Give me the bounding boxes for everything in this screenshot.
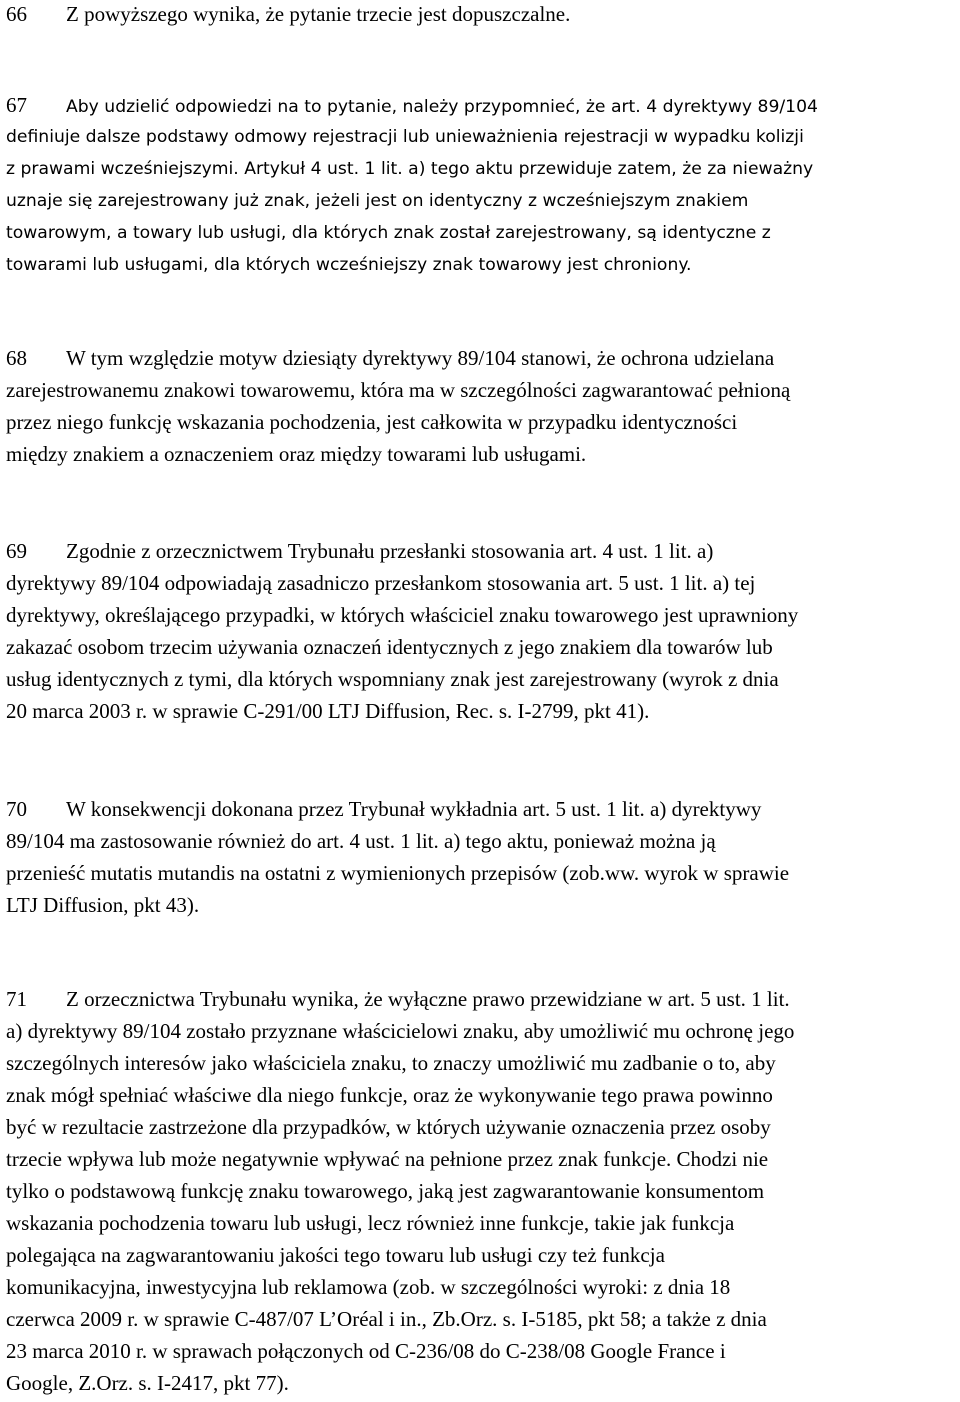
paragraph-line: dyrektywy, określającego przypadki, w których właściciel znaku towarowego jest uprawniony	[6, 603, 799, 627]
paragraph-text: Aby udzielić odpowiedzi na to pytanie, należy przypomnieć, że art. 4 dyrektywy 89/104	[66, 97, 818, 117]
paragraph-text: Zgodnie z orzecznictwem Trybunału przesłanki stosowania art. 4 ust. 1 lit. a)	[66, 539, 714, 563]
paragraph-line: LTJ Diffusion, pkt 43).	[6, 893, 200, 917]
paragraph-71	[6, 983, 954, 1399]
paragraph-line: 23 marca 2010 r. w sprawach połączonych od C‑236/08 do C‑238/08 Google France i	[6, 1339, 726, 1363]
paragraph-number: 66	[6, 2, 27, 26]
paragraph-text: Z orzecznictwa Trybunału wynika, że wyłączne prawo przewidziane w art. 5 ust. 1 lit.	[66, 987, 790, 1011]
paragraph-text: W tym względzie motyw dziesiąty dyrektywy 89/104 stanowi, że ochrona udzielana	[66, 346, 775, 370]
paragraph-line: być w rezultacie zastrzeżone dla przypadków, w których używanie oznaczenia przez osoby	[6, 1115, 771, 1139]
paragraph-line: między znakiem a oznaczeniem oraz między towarami lub usługami.	[6, 442, 587, 466]
paragraph-line	[6, 89, 954, 121]
paragraph-text: W konsekwencji dokonana przez Trybunał wykładnia art. 5 ust. 1 lit. a) dyrektywy	[66, 797, 762, 821]
paragraph-line: przenieść mutatis mutandis na ostatni z wymienionych przepisów (zob.ww. wyrok w sprawie	[6, 861, 790, 885]
paragraph-67	[6, 89, 954, 281]
paragraph-line: towarami lub usługami, dla których wcześniejszy znak towarowy jest chroniony.	[6, 255, 692, 275]
paragraph-66	[6, 0, 954, 30]
paragraph-number: 69	[6, 539, 27, 563]
paragraph-line: 20 marca 2003 r. w sprawie C‑291/00 LTJ Diffusion, Rec. s. I‑2799, pkt 41).	[6, 699, 650, 723]
paragraph-line: usług identycznych z tymi, dla których wspomniany znak jest zarejestrowany (wyrok z dnia	[6, 667, 779, 691]
paragraph-line: przez niego funkcję wskazania pochodzenia, jest całkowita w przypadku identyczności	[6, 410, 738, 434]
paragraph-line: definiuje dalsze podstawy odmowy rejestracji lub unieważnienia rejestracji w wypadku kolizji	[6, 127, 804, 147]
paragraph-line	[6, 342, 954, 374]
paragraph-number: 70	[6, 797, 27, 821]
paragraph-69	[6, 535, 954, 727]
paragraph-line: Google, Z.Orz. s. I‑2417, pkt 77).	[6, 1371, 289, 1395]
paragraph-line: zakazać osobom trzecim używania oznaczeń identycznych z jego znakiem dla towarów lub	[6, 635, 773, 659]
paragraph-line: polegająca na zagwarantowaniu jakości tego towaru lub usługi czy też funkcja	[6, 1243, 665, 1267]
paragraph-68	[6, 342, 954, 470]
paragraph-line: z prawami wcześniejszymi. Artykuł 4 ust. 1 lit. a) tego aktu przewiduje zatem, że za nieważny	[6, 159, 814, 179]
paragraph-line: trzecie wpływa lub może negatywnie wpływać na pełnione przez znak funkcje. Chodzi nie	[6, 1147, 769, 1171]
paragraph-line: komunikacyjna, inwestycyjna lub reklamowa (zob. w szczególności wyroki: z dnia 18	[6, 1275, 731, 1299]
paragraph-number: 71	[6, 987, 27, 1011]
paragraph-line: dyrektywy 89/104 odpowiadają zasadniczo przesłankom stosowania art. 5 ust. 1 lit. a) tej	[6, 571, 756, 595]
paragraph-line	[6, 535, 954, 567]
paragraph-line	[6, 0, 954, 30]
paragraph-number: 68	[6, 346, 27, 370]
paragraph-line: tylko o podstawową funkcję znaku towarowego, jaką jest zagwarantowanie konsumentom	[6, 1179, 765, 1203]
paragraph-line: a) dyrektywy 89/104 zostało przyznane właścicielowi znaku, aby umożliwić mu ochronę jego	[6, 1019, 795, 1043]
paragraph-line: towarowym, a towary lub usługi, dla których znak został zarejestrowany, są identyczne z	[6, 223, 771, 243]
paragraph-line	[6, 983, 954, 1015]
paragraph-line: zarejestrowanemu znakowi towarowemu, która ma w szczególności zagwarantować pełnioną	[6, 378, 791, 402]
paragraph-line: uznaje się zarejestrowany już znak, jeżeli jest on identyczny z wcześniejszym znakiem	[6, 191, 749, 211]
paragraph-line: znak mógł spełniać właściwe dla niego funkcje, oraz że wykonywanie tego prawa powinno	[6, 1083, 773, 1107]
paragraph-line: wskazania pochodzenia towaru lub usługi, lecz również inne funkcje, takie jak funkcja	[6, 1211, 735, 1235]
paragraph-line: 89/104 ma zastosowanie również do art. 4 ust. 1 lit. a) tego aktu, ponieważ można ją	[6, 829, 716, 853]
paragraph-number: 67	[6, 93, 27, 117]
paragraph-line: czerwca 2009 r. w sprawie C‑487/07 L’Oréal i in., Zb.Orz. s. I‑5185, pkt 58; a także z dnia	[6, 1307, 767, 1331]
paragraph-line: szczególnych interesów jako właściciela znaku, to znaczy umożliwić mu zadbanie o to, aby	[6, 1051, 776, 1075]
paragraph-line	[6, 793, 954, 825]
paragraph-70	[6, 793, 954, 921]
paragraph-text: Z powyższego wynika, że pytanie trzecie jest dopuszczalne.	[66, 2, 571, 26]
